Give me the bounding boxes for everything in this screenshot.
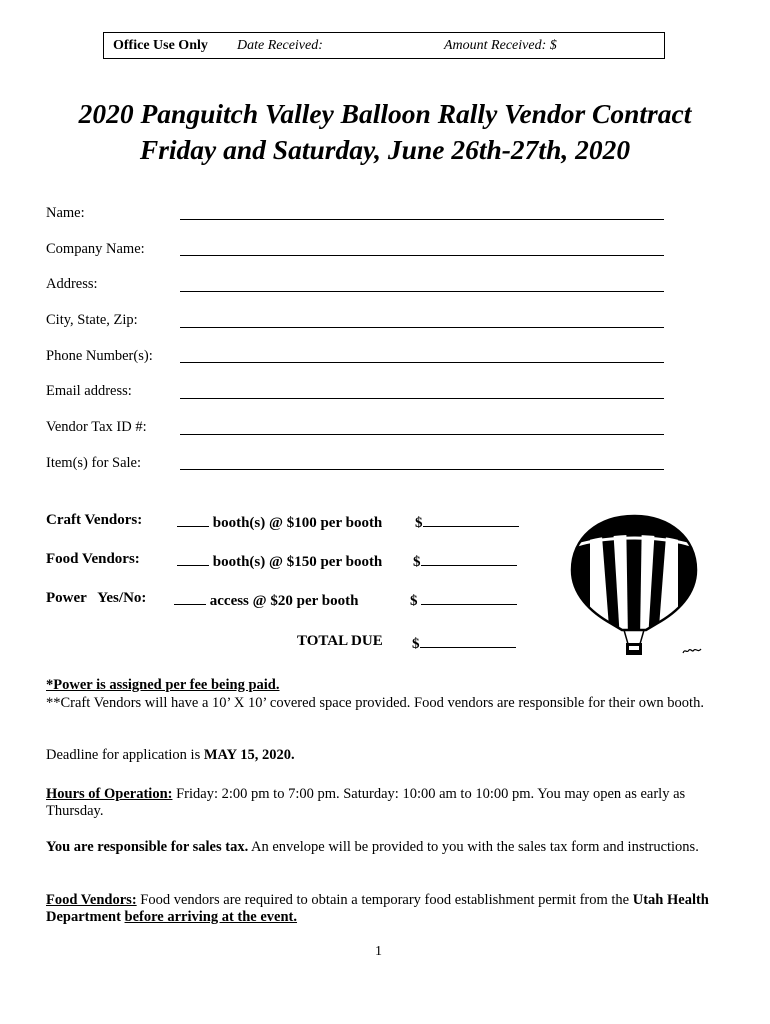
sales-tax-text: An envelope will be provided to you with the sales tax form and instructions. — [248, 839, 699, 855]
city-state-zip-field[interactable] — [180, 327, 664, 328]
hours-paragraph — [46, 786, 726, 820]
before-arriving: before arriving at the event. — [124, 909, 298, 925]
craft-dollar: $ — [415, 515, 423, 531]
power-note-text: *Power is assigned per fee being paid. — [46, 677, 280, 693]
power-count-blank[interactable] — [174, 590, 206, 605]
total-amount-blank[interactable] — [420, 633, 516, 648]
craft-vendors-label: Craft Vendors: — [46, 512, 143, 528]
total-amount — [412, 633, 516, 653]
company-name-field[interactable] — [180, 255, 664, 256]
food-dollar: $ — [413, 554, 421, 570]
hours-label: Hours of Operation: — [46, 786, 173, 802]
health-department: Utah Health Department — [46, 892, 709, 925]
name-label: Name: — [46, 205, 85, 221]
sales-tax-bold: You are responsible for sales tax. — [46, 839, 249, 855]
deadline-paragraph — [46, 747, 726, 764]
food-vendors-note-label: Food Vendors: — [46, 892, 137, 908]
power-text: access @ $20 per booth — [209, 593, 359, 609]
hours-text: Friday: 2:00 pm to 7:00 pm. Saturday: 10:00 am to 10:00 pm. You may open as early as Thursday. — [46, 786, 686, 819]
deadline-date: MAY 15, 2020. — [203, 747, 295, 763]
power-label: Power Yes/No: — [46, 590, 147, 606]
power-row — [174, 590, 358, 610]
craft-booth-row — [177, 512, 382, 532]
food-amount — [413, 551, 517, 571]
total-due-label: TOTAL DUE — [297, 633, 383, 649]
craft-note: **Craft Vendors will have a 10’ X 10’ covered space provided. Food vendors are responsible for their own booth. — [46, 695, 704, 711]
city-state-zip-label: City, State, Zip: — [46, 312, 138, 328]
deadline-text: Deadline for application is — [46, 747, 204, 763]
craft-amount-blank[interactable] — [423, 512, 519, 527]
items-for-sale-label: Item(s) for Sale: — [46, 455, 142, 471]
phone-field[interactable] — [180, 362, 664, 363]
page-number: 1 — [375, 944, 382, 959]
food-booth-text: booth(s) @ $150 per booth — [212, 554, 383, 570]
date-received-label: Date Received: — [237, 38, 323, 53]
food-vendors-paragraph — [46, 892, 726, 926]
food-amount-blank[interactable] — [421, 551, 517, 566]
amount-received-label: Amount Received: $ — [444, 38, 557, 53]
power-amount-blank[interactable] — [421, 590, 517, 605]
email-field[interactable] — [180, 398, 664, 399]
craft-booth-text: booth(s) @ $100 per booth — [212, 515, 383, 531]
name-field[interactable] — [180, 219, 664, 220]
power-amount — [410, 590, 517, 610]
food-vendors-label: Food Vendors: — [46, 551, 140, 567]
total-dollar: $ — [412, 636, 420, 652]
craft-booth-count-blank[interactable] — [177, 512, 209, 527]
sales-tax-paragraph — [46, 839, 726, 856]
power-note — [46, 677, 726, 694]
food-booth-count-blank[interactable] — [177, 551, 209, 566]
hot-air-balloon-icon — [566, 510, 702, 660]
food-vendors-note-text: Food vendors are required to obtain a temporary food establishment permit from the — [136, 892, 633, 908]
office-use-box — [103, 32, 665, 59]
craft-amount — [415, 512, 519, 532]
vendor-tax-id-label: Vendor Tax ID #: — [46, 419, 147, 435]
balloon-artist-signature — [682, 642, 702, 650]
food-booth-row — [177, 551, 382, 571]
address-field[interactable] — [180, 291, 664, 292]
vendor-tax-id-field[interactable] — [180, 434, 664, 435]
office-use-label: Office Use Only — [113, 38, 208, 53]
items-for-sale-field[interactable] — [180, 469, 664, 470]
address-label: Address: — [46, 276, 98, 292]
phone-label: Phone Number(s): — [46, 348, 153, 364]
power-dollar: $ — [410, 593, 418, 609]
page-title: 2020 Panguitch Valley Balloon Rally Vendor Contract — [78, 98, 692, 129]
company-name-label: Company Name: — [46, 241, 145, 257]
page-subtitle: Friday and Saturday, June 26th-27th, 2020 — [139, 134, 631, 165]
email-label: Email address: — [46, 383, 132, 399]
